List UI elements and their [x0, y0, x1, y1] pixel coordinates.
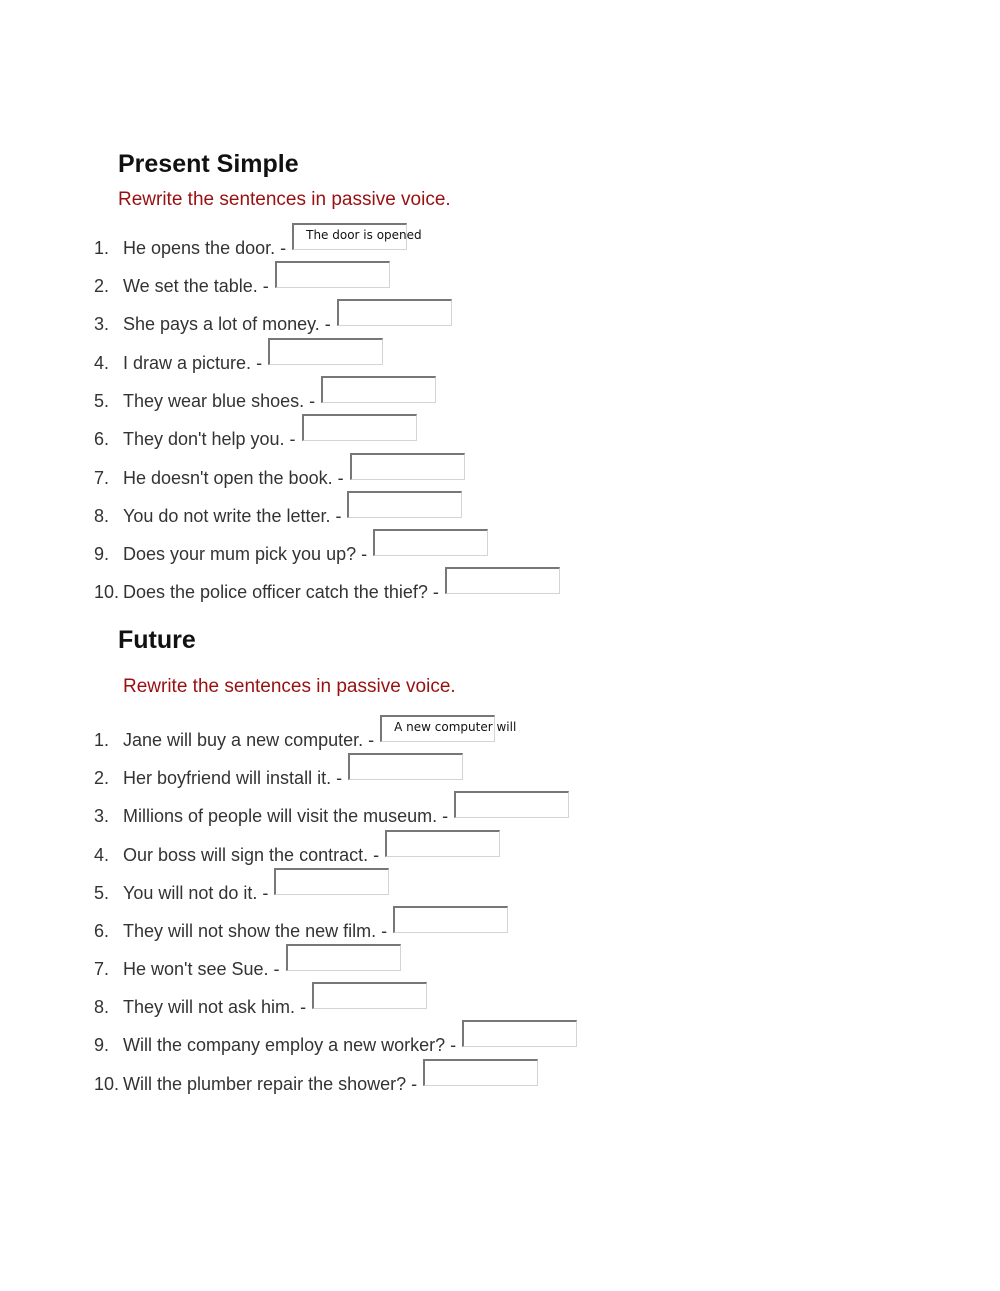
- dash: -: [262, 276, 269, 296]
- answer-input[interactable]: [350, 453, 465, 480]
- exercise-item: [0, 229, 1000, 265]
- item-number: 6.: [94, 921, 110, 941]
- dash: -: [381, 921, 388, 941]
- answer-input[interactable]: [347, 491, 462, 518]
- dash: -: [289, 429, 296, 449]
- exercise-item: [0, 1065, 1000, 1101]
- dash: -: [361, 544, 368, 564]
- answer-input[interactable]: [286, 944, 401, 971]
- exercise-item: [0, 759, 1000, 795]
- sentence-text: She pays a lot of money.: [123, 314, 320, 334]
- exercise-item: [0, 420, 1000, 456]
- sentence-text: You will not do it.: [123, 883, 258, 903]
- exercise-item: [0, 535, 1000, 571]
- answer-input[interactable]: [385, 830, 500, 857]
- answer-input[interactable]: [268, 338, 383, 365]
- dash: -: [337, 468, 344, 488]
- item-number: 4.: [94, 353, 110, 373]
- exercise-item: [0, 497, 1000, 533]
- item-number: 1.: [94, 730, 110, 750]
- exercise-item: [0, 836, 1000, 872]
- sentence-text: Does your mum pick you up?: [123, 544, 357, 564]
- exercise-item: [0, 1026, 1000, 1062]
- item-number: 6.: [94, 429, 110, 449]
- exercise-item: [0, 950, 1000, 986]
- sentence-text: He opens the door.: [123, 238, 276, 258]
- section-title-future: Future: [118, 626, 196, 654]
- dash: -: [300, 997, 307, 1017]
- answer-input[interactable]: [454, 791, 569, 818]
- sentence-text: He won't see Sue.: [123, 959, 269, 979]
- dash: -: [280, 238, 287, 258]
- item-number: 10.: [94, 582, 120, 602]
- sentence-text: You do not write the letter.: [123, 506, 331, 526]
- answer-input[interactable]: [275, 261, 390, 288]
- dash: -: [256, 353, 263, 373]
- exercise-item: [0, 459, 1000, 495]
- exercise-item: [0, 797, 1000, 833]
- item-number: 9.: [94, 544, 110, 564]
- answer-input[interactable]: [462, 1020, 577, 1047]
- sentence-text: They will not show the new film.: [123, 921, 377, 941]
- sentence-text: They will not ask him.: [123, 997, 296, 1017]
- exercise-item: [0, 912, 1000, 948]
- item-number: 3.: [94, 806, 110, 826]
- exercise-item: [0, 267, 1000, 303]
- item-number: 3.: [94, 314, 110, 334]
- item-number: 7.: [94, 468, 110, 488]
- dash: -: [411, 1074, 418, 1094]
- sentence-text: Will the company employ a new worker?: [123, 1035, 446, 1055]
- sentence-text: Her boyfriend will install it.: [123, 768, 332, 788]
- exercise-item: [0, 305, 1000, 341]
- item-number: 8.: [94, 506, 110, 526]
- item-number: 1.: [94, 238, 110, 258]
- exercise-item: [0, 721, 1000, 757]
- answer-input[interactable]: [348, 753, 463, 780]
- sentence-text: They don't help you.: [123, 429, 285, 449]
- section-title-present-simple: Present Simple: [118, 150, 299, 178]
- answer-input[interactable]: [321, 376, 436, 403]
- answer-input[interactable]: [274, 868, 389, 895]
- dash: -: [432, 582, 439, 602]
- exercise-item: [0, 382, 1000, 418]
- sentence-text: They wear blue shoes.: [123, 391, 305, 411]
- dash: -: [442, 806, 449, 826]
- item-number: 4.: [94, 845, 110, 865]
- exercise-item: [0, 573, 1000, 609]
- answer-input[interactable]: [337, 299, 452, 326]
- dash: -: [335, 506, 342, 526]
- dash: -: [324, 314, 331, 334]
- exercise-item: [0, 874, 1000, 910]
- exercise-item: [0, 344, 1000, 380]
- sentence-text: Our boss will sign the contract.: [123, 845, 369, 865]
- dash: -: [309, 391, 316, 411]
- dash: -: [273, 959, 280, 979]
- sentence-text: Jane will buy a new computer.: [123, 730, 364, 750]
- answer-input[interactable]: A new computer will: [380, 715, 495, 742]
- dash: -: [373, 845, 380, 865]
- item-number: 2.: [94, 768, 110, 788]
- item-number: 5.: [94, 883, 110, 903]
- answer-input[interactable]: The door is opened: [292, 223, 407, 250]
- sentence-text: Will the plumber repair the shower?: [123, 1074, 407, 1094]
- instruction-future: Rewrite the sentences in passive voice.: [123, 676, 456, 697]
- answer-input[interactable]: [312, 982, 427, 1009]
- exercise-item: [0, 988, 1000, 1024]
- item-number: 10.: [94, 1074, 120, 1094]
- sentence-text: Millions of people will visit the museum.: [123, 806, 438, 826]
- item-number: 7.: [94, 959, 110, 979]
- sentence-text: We set the table.: [123, 276, 258, 296]
- answer-input[interactable]: [423, 1059, 538, 1086]
- dash: -: [450, 1035, 457, 1055]
- dash: -: [262, 883, 269, 903]
- answer-input[interactable]: [445, 567, 560, 594]
- dash: -: [368, 730, 375, 750]
- answer-input[interactable]: [373, 529, 488, 556]
- item-number: 8.: [94, 997, 110, 1017]
- item-number: 5.: [94, 391, 110, 411]
- dash: -: [336, 768, 343, 788]
- answer-input[interactable]: [302, 414, 417, 441]
- item-number: 9.: [94, 1035, 110, 1055]
- sentence-text: I draw a picture.: [123, 353, 252, 373]
- instruction-present-simple: Rewrite the sentences in passive voice.: [118, 189, 451, 210]
- sentence-text: Does the police officer catch the thief?: [123, 582, 428, 602]
- answer-input[interactable]: [393, 906, 508, 933]
- item-number: 2.: [94, 276, 110, 296]
- sentence-text: He doesn't open the book.: [123, 468, 333, 488]
